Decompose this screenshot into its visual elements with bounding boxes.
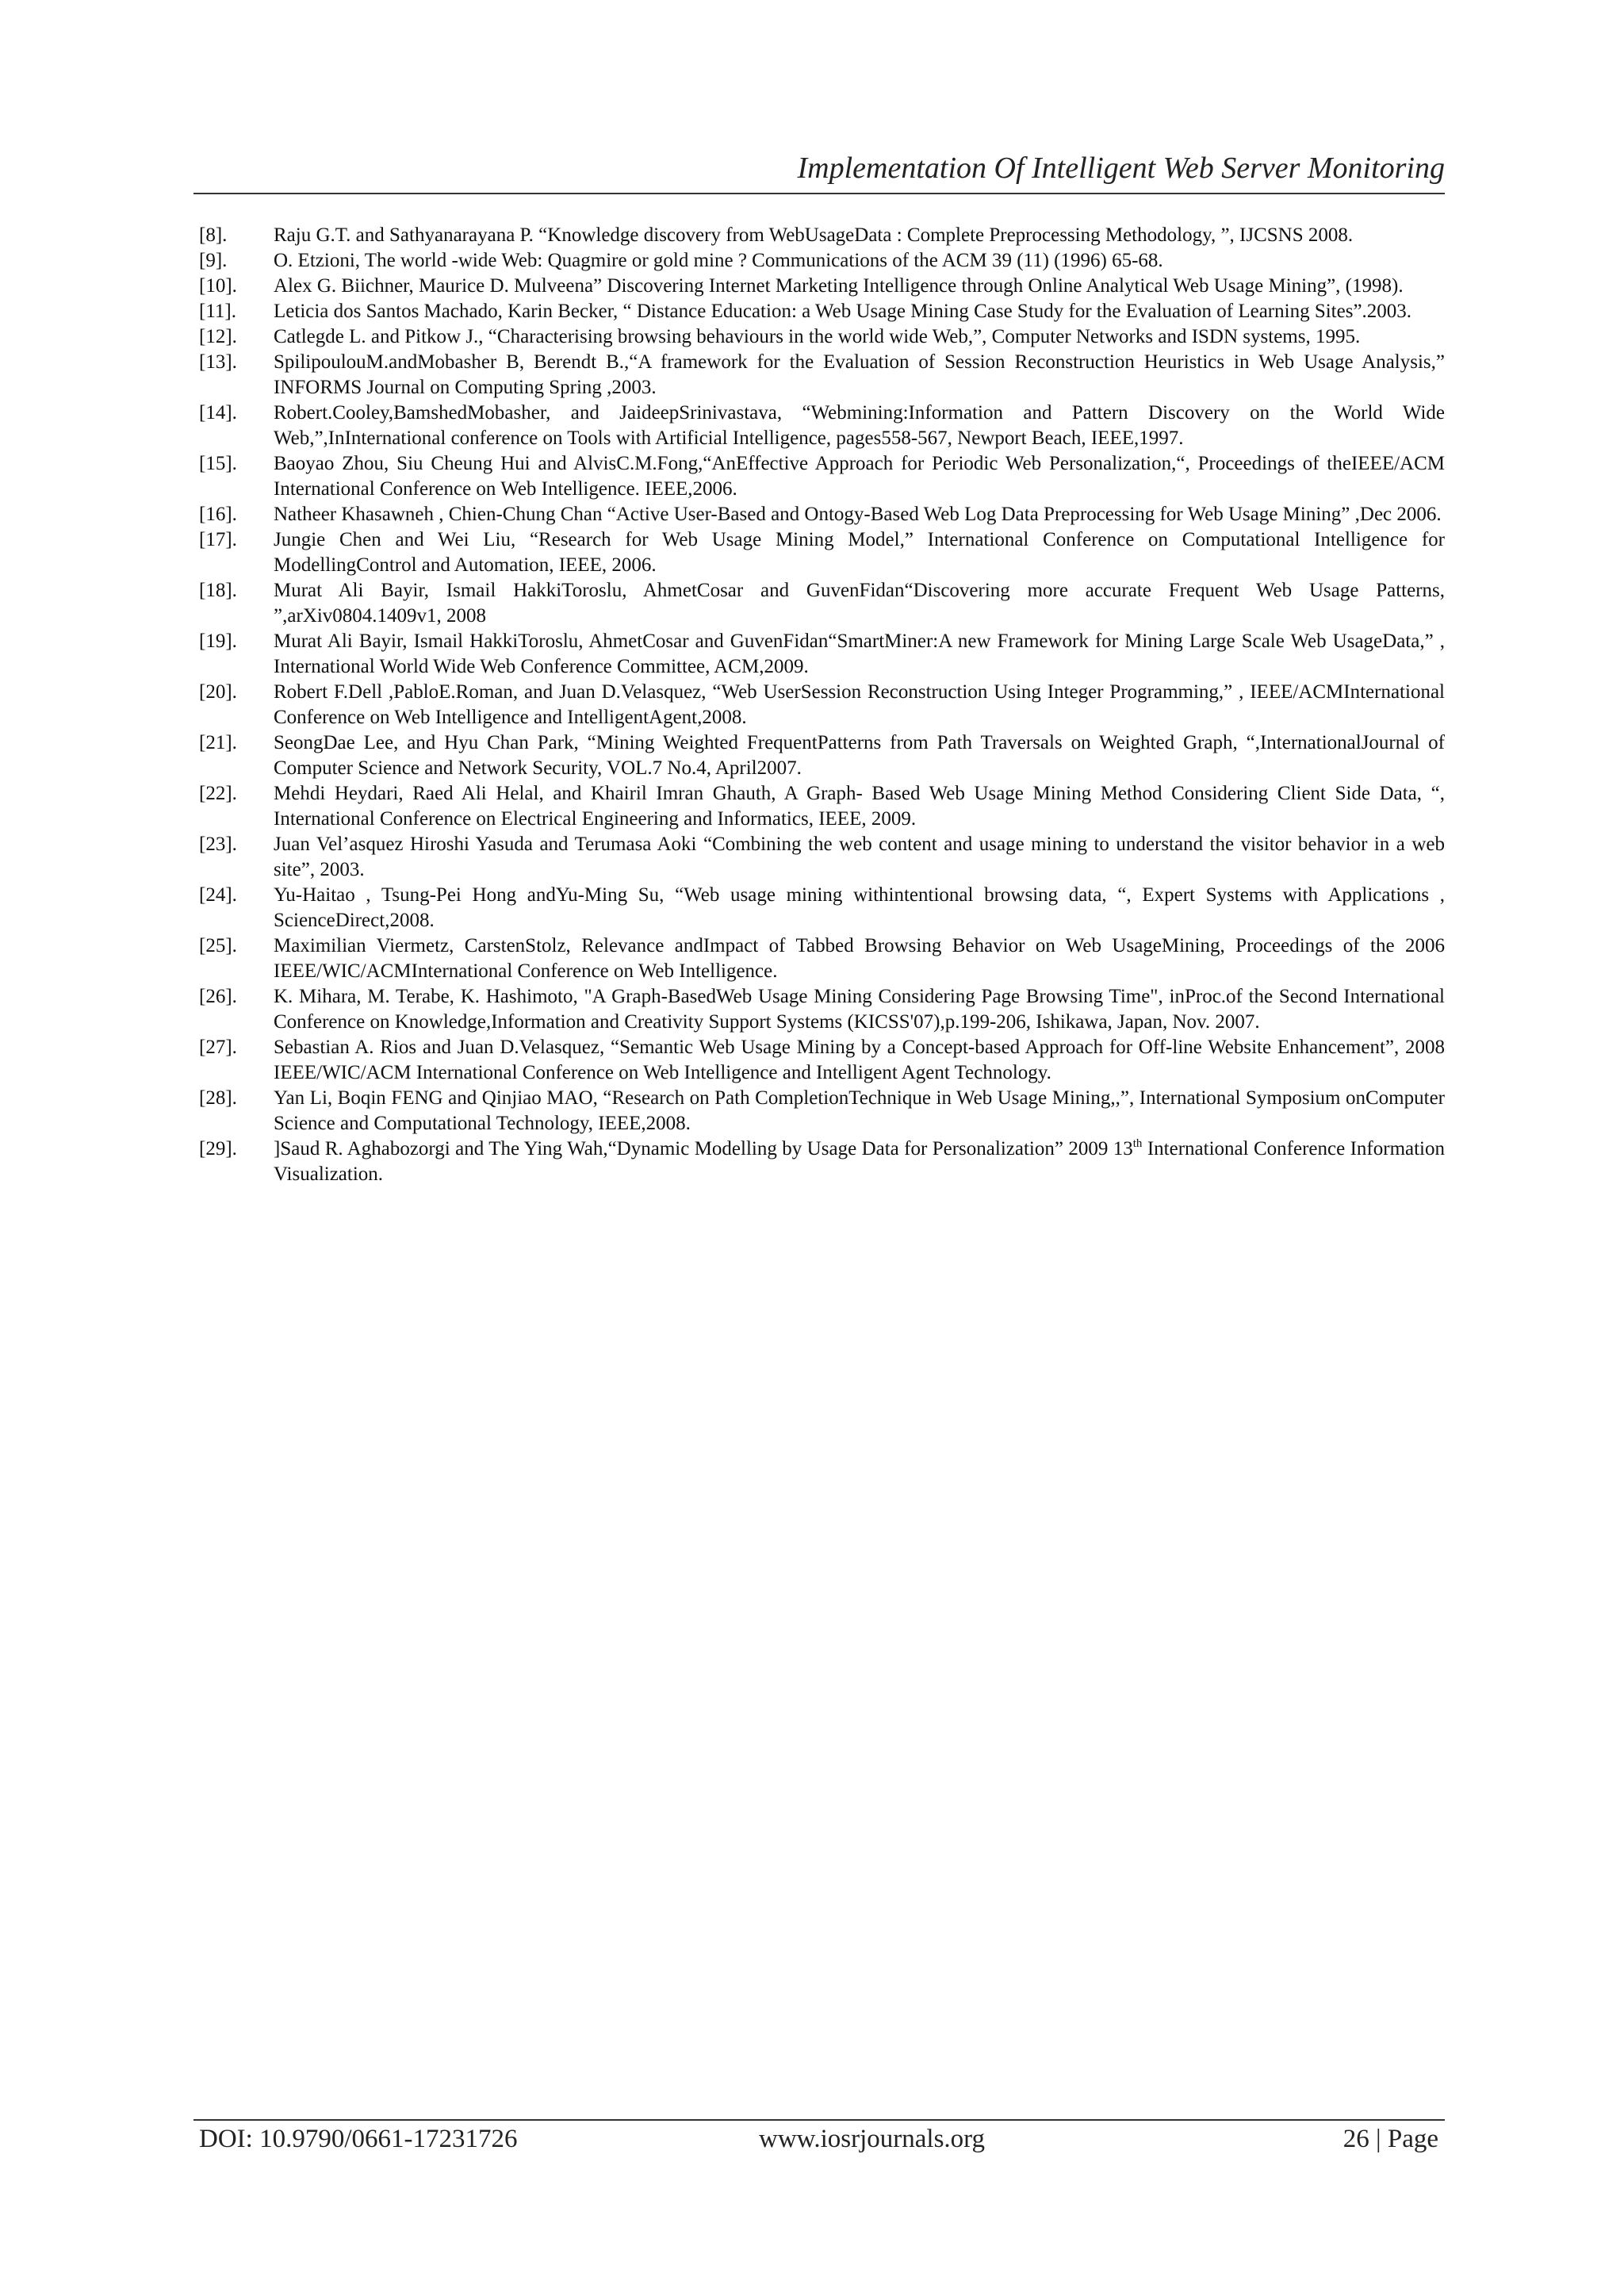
- reference-number: [14].: [199, 402, 237, 424]
- reference-text: SeongDae Lee, and Hyu Chan Park, “Mining Weighted FrequentPatterns from Path Traversals on Weighted Graph, “,InternationalJournal of Computer Science and Network Security, VOL.7 No.4, April2007.: [274, 732, 1445, 779]
- footer-divider: [193, 2119, 1445, 2121]
- reference-text: Natheer Khasawneh , Chien-Chung Chan “Active User-Based and Ontogy-Based Web Log Data Preprocessing for Web Usage Mining” ,Dec 2006.: [274, 504, 1442, 525]
- reference-number: [24].: [199, 884, 237, 906]
- reference-text: Raju G.T. and Sathyanarayana P. “Knowledge discovery from WebUsageData : Complete Preprocessing Methodology, ”, IJCSNS 2008.: [274, 224, 1354, 246]
- reference-number: [12].: [199, 326, 237, 347]
- reference-text: Sebastian A. Rios and Juan D.Velasquez, “Semantic Web Usage Mining by a Concept-based Approach for Off-line Website Enhancement”, 2008 IEEE/WIC/ACM International Conference on Web Intelligence and Intelligent Agent Technology.: [274, 1037, 1445, 1083]
- ordinal-superscript: th: [1132, 1137, 1143, 1150]
- reference-text: Robert.Cooley,BamshedMobasher, and JaideepSrinivastava, “Webmining:Information and Pattern Discovery on the World Wide Web,”,InInternational conference on Tools with Artificial Intelligence, pages558-567, Newport Beach, IEEE,1997.: [274, 402, 1445, 449]
- reference-text-tail: International Conference Information Visualization.: [274, 1138, 1445, 1185]
- reference-item: [199, 578, 1445, 629]
- reference-text: Juan Vel’asquez Hiroshi Yasuda and Terumasa Aoki “Combining the web content and usage mining to understand the visitor behavior in a web site”, 2003.: [274, 834, 1445, 880]
- reference-item: [199, 1137, 1445, 1187]
- footer-page-number: 26 | Page: [1342, 2125, 1438, 2153]
- reference-item: [199, 933, 1445, 984]
- reference-item: [199, 629, 1445, 680]
- reference-text: Baoyao Zhou, Siu Cheung Hui and AlvisC.M.Fong,“AnEffective Approach for Periodic Web Personalization,“, Proceedings of theIEEE/ACM International Conference on Web Intelligence. IEEE,2006.: [274, 453, 1445, 500]
- reference-number: [26].: [199, 986, 237, 1007]
- reference-number: [20].: [199, 681, 237, 703]
- reference-text: Leticia dos Santos Machado, Karin Becker, “ Distance Education: a Web Usage Mining Case Study for the Evaluation of Learning Sites”.2003.: [274, 301, 1412, 322]
- reference-number: [23].: [199, 834, 237, 855]
- reference-number: [17].: [199, 529, 237, 550]
- reference-number: [8].: [199, 224, 228, 246]
- reference-list: [199, 223, 1445, 1187]
- reference-text: [274, 1137, 1445, 1187]
- reference-text: Murat Ali Bayir, Ismail HakkiToroslu, AhmetCosar and GuvenFidan“SmartMiner:A new Framework for Mining Large Scale Web UsageData,” , International World Wide Web Conference Committee, ACM,2009.: [274, 631, 1445, 677]
- reference-number: [27].: [199, 1037, 237, 1058]
- reference-number: [18].: [199, 580, 237, 601]
- reference-number: [15].: [199, 453, 237, 474]
- reference-item: [199, 883, 1445, 933]
- reference-text: Catlegde L. and Pitkow J., “Characterising browsing behaviours in the world wide Web,”, Computer Networks and ISDN systems, 1995.: [274, 326, 1361, 347]
- reference-item: [199, 730, 1445, 781]
- reference-item: [199, 248, 1445, 274]
- reference-item: [199, 832, 1445, 883]
- reference-item: [199, 451, 1445, 502]
- reference-text: Maximilian Viermetz, CarstenStolz, Relevance andImpact of Tabbed Browsing Behavior on Web UsageMining, Proceedings of the 2006 IEEE/WIC/ACMInternational Conference on Web Intelligence.: [274, 935, 1445, 982]
- reference-number: [13].: [199, 351, 237, 373]
- reference-item: [199, 1035, 1445, 1086]
- running-header-title: Implementation Of Intelligent Web Server Monitoring: [797, 151, 1445, 185]
- reference-item: [199, 324, 1445, 350]
- reference-item: [199, 502, 1445, 527]
- reference-item: [199, 274, 1445, 299]
- reference-item: [199, 781, 1445, 832]
- reference-text: Alex G. Biichner, Maurice D. Mulveena” Discovering Internet Marketing Intelligence through Online Analytical Web Usage Mining”, (1998).: [274, 275, 1404, 297]
- reference-number: [28].: [199, 1087, 237, 1109]
- footer-doi: DOI: 10.9790/0661-17231726: [199, 2125, 518, 2153]
- reference-text-main: ]Saud R. Aghabozorgi and The Ying Wah,“Dynamic Modelling by Usage Data for Personalization” 2009 13: [274, 1138, 1133, 1159]
- reference-text: K. Mihara, M. Terabe, K. Hashimoto, "A Graph-BasedWeb Usage Mining Considering Page Browsing Time", inProc.of the Second International Conference on Knowledge,Information and Creativity Support Systems (KICSS'07),p.199-206, Ishikawa, Japan, Nov. 2007.: [274, 986, 1445, 1033]
- reference-text: Mehdi Heydari, Raed Ali Helal, and Khairil Imran Ghauth, A Graph- Based Web Usage Mining Method Considering Client Side Data, “, International Conference on Electrical Engineering and Informatics, IEEE, 2009.: [274, 783, 1445, 830]
- reference-number: [16].: [199, 504, 237, 525]
- reference-number: [10].: [199, 275, 237, 297]
- reference-text: SpilipoulouM.andMobasher B, Berendt B.,“A framework for the Evaluation of Session Reconstruction Heuristics in Web Usage Analysis,” INFORMS Journal on Computing Spring ,2003.: [274, 351, 1445, 398]
- reference-item: [199, 401, 1445, 451]
- reference-text: Murat Ali Bayir, Ismail HakkiToroslu, AhmetCosar and GuvenFidan“Discovering more accurate Frequent Web Usage Patterns, ”,arXiv0804.1409v1, 2008: [274, 580, 1445, 627]
- reference-text: Robert F.Dell ,PabloE.Roman, and Juan D.Velasquez, “Web UserSession Reconstruction Using Integer Programming,” , IEEE/ACMInternational Conference on Web Intelligence and IntelligentAgent,2008.: [274, 681, 1445, 728]
- reference-number: [11].: [199, 301, 236, 322]
- reference-item: [199, 527, 1445, 578]
- reference-item: [199, 680, 1445, 730]
- reference-text: Jungie Chen and Wei Liu, “Research for Web Usage Mining Model,” International Conference on Computational Intelligence for ModellingControl and Automation, IEEE, 2006.: [274, 529, 1445, 576]
- reference-number: [22].: [199, 783, 237, 804]
- header-divider: [193, 193, 1445, 194]
- reference-number: [9].: [199, 250, 228, 271]
- reference-number: [29].: [199, 1138, 237, 1159]
- footer-website: www.iosrjournals.org: [759, 2125, 986, 2153]
- reference-text: Yan Li, Boqin FENG and Qinjiao MAO, “Research on Path CompletionTechnique in Web Usage Mining,,”, International Symposium onComputer Science and Computational Technology, IEEE,2008.: [274, 1087, 1445, 1134]
- reference-item: [199, 299, 1445, 324]
- reference-number: [19].: [199, 631, 237, 652]
- reference-number: [25].: [199, 935, 237, 956]
- reference-item: [199, 1086, 1445, 1137]
- reference-item: [199, 984, 1445, 1035]
- reference-number: [21].: [199, 732, 237, 753]
- reference-text: Yu-Haitao , Tsung-Pei Hong andYu-Ming Su, “Web usage mining withintentional browsing data, “, Expert Systems with Applications , ScienceDirect,2008.: [274, 884, 1445, 931]
- reference-text: O. Etzioni, The world -wide Web: Quagmire or gold mine ? Communications of the ACM 39 (11) (1996) 65-68.: [274, 250, 1163, 271]
- reference-item: [199, 350, 1445, 401]
- reference-item: [199, 223, 1445, 248]
